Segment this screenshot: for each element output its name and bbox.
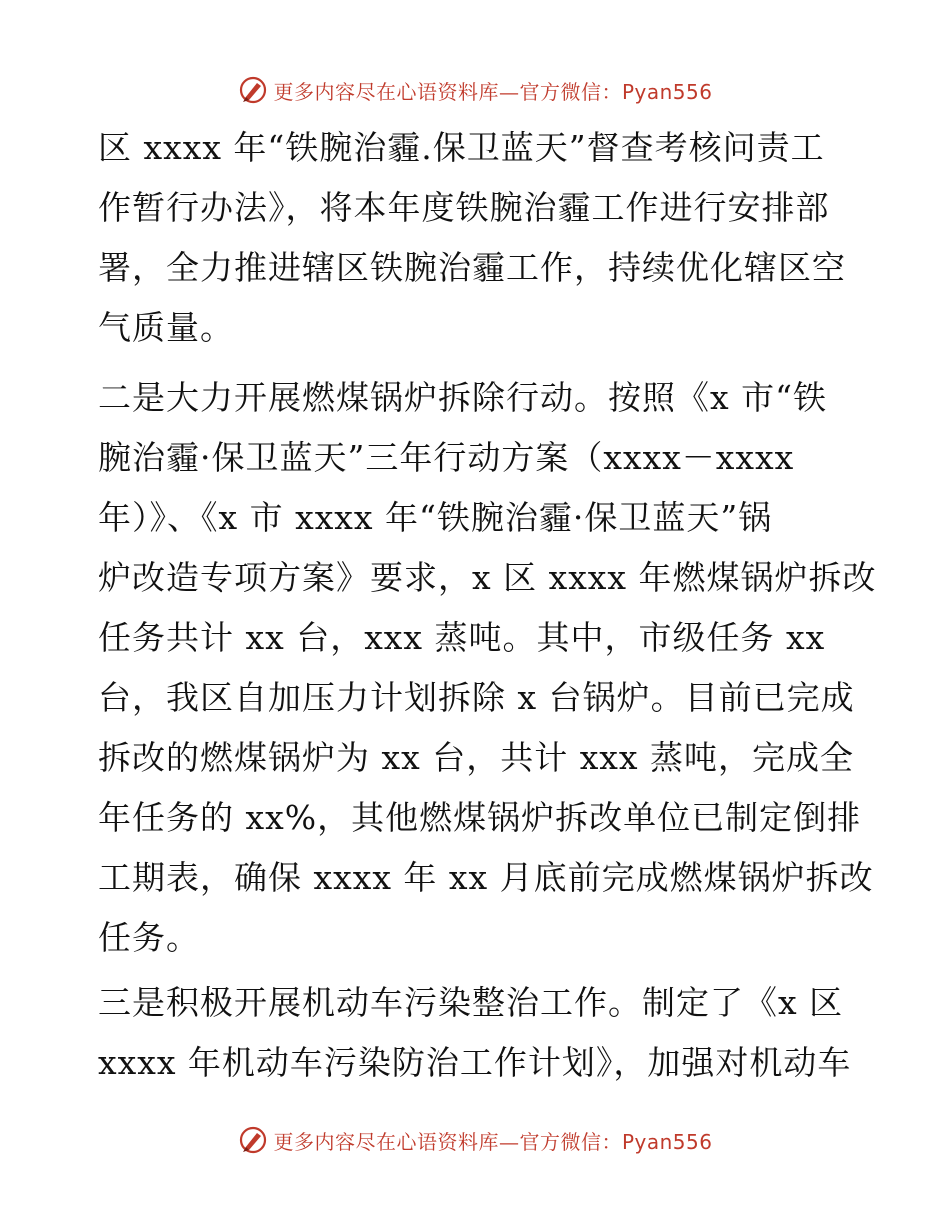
- banner-slogan: 更多内容尽在心语资料库—: [273, 79, 520, 104]
- text-line: 署，全力推进辖区铁腕治霾工作，持续优化辖区空: [98, 248, 846, 287]
- text-line: 台，我区自加压力计划拆除 x 台锅炉。目前已完成: [98, 678, 855, 717]
- pen-logo-icon: [237, 1124, 269, 1156]
- text-line: 拆改的燃煤锅炉为 xx 台，共计 xxx 蒸吨，完成全: [98, 738, 855, 777]
- banner-slogan: 更多内容尽在心语资料库—: [273, 1129, 520, 1154]
- banner-wechat: 官方微信：Pyan556: [519, 79, 713, 104]
- banner-wechat: 官方微信：Pyan556: [519, 1129, 713, 1154]
- text-line: 任务共计 xx 台，xxx 蒸吨。其中，市级任务 xx: [98, 618, 826, 657]
- text-line: 区 xxxx 年“铁腕治霾.保卫蓝天”督查考核问责工: [98, 128, 825, 167]
- text-line: 任务。: [98, 918, 200, 957]
- text-line: 炉改造专项方案》要求，x 区 xxxx 年燃煤锅炉拆改: [98, 558, 877, 597]
- text-line: 工期表，确保 xxxx 年 xx 月底前完成燃煤锅炉拆改: [98, 858, 874, 897]
- banner-text: [273, 76, 712, 105]
- text-line: 气质量。: [98, 308, 234, 347]
- footer-banner: [0, 1120, 950, 1160]
- text-line: xxxx 年机动车污染防治工作计划》，加强对机动车: [98, 1043, 852, 1082]
- text-line: 二是大力开展燃煤锅炉拆除行动。按照《x 市“铁: [98, 378, 827, 417]
- pen-logo-icon: [237, 74, 269, 106]
- text-line: 腕治霾·保卫蓝天”三年行动方案（xxxx－xxxx: [98, 438, 795, 477]
- text-line: 作暂行办法》，将本年度铁腕治霾工作进行安排部: [98, 188, 830, 227]
- text-line: 年任务的 xx%，其他燃煤锅炉拆改单位已制定倒排: [98, 798, 862, 837]
- header-banner: [0, 70, 950, 110]
- text-line: 三是积极开展机动车污染整治工作。制定了《x 区: [98, 983, 844, 1022]
- banner-text: [273, 1126, 712, 1155]
- text-line: 年）》、《x 市 xxxx 年“铁腕治霾·保卫蓝天”锅: [98, 498, 773, 537]
